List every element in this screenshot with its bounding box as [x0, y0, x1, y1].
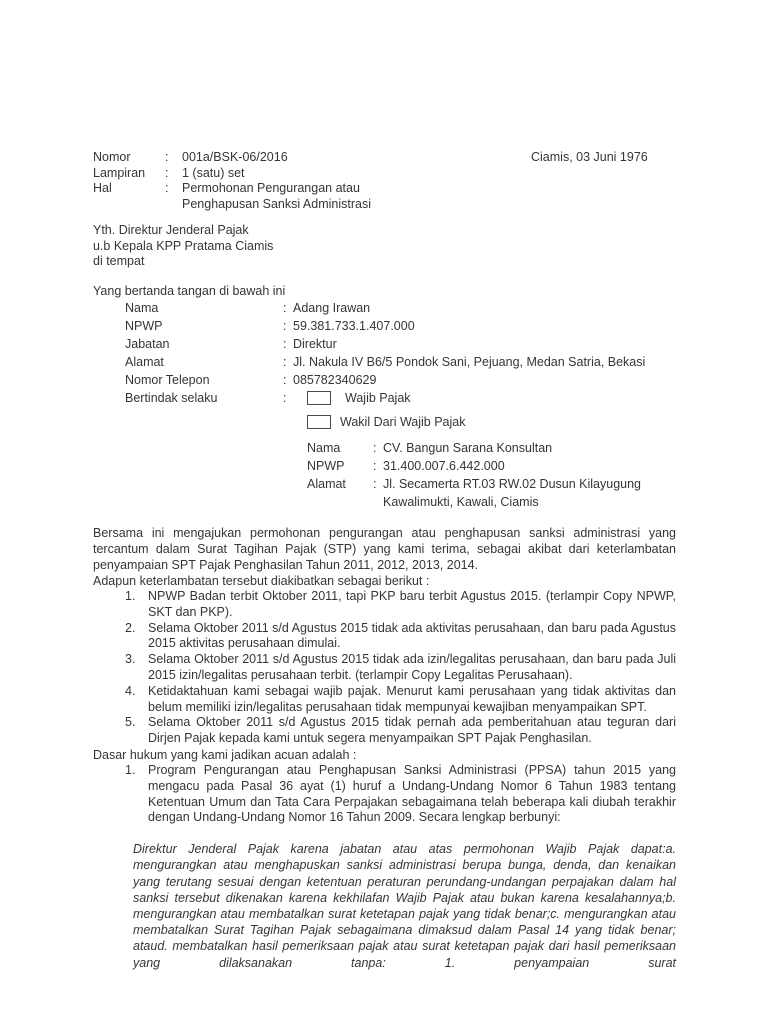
field-colon: : — [165, 181, 169, 195]
signer-label: Alamat — [125, 355, 164, 369]
signer-label: Jabatan — [125, 337, 170, 351]
signer-colon: : — [283, 391, 287, 405]
represented-row — [307, 439, 676, 457]
legal-list — [93, 763, 676, 826]
list-item-number: 3. — [125, 652, 136, 667]
field-label — [93, 197, 165, 213]
signer-label: Nomor Telepon — [125, 373, 210, 387]
represented-label: Nama — [307, 441, 341, 455]
checkbox-label: Wakil Dari Wajib Pajak — [340, 415, 466, 429]
reasons-intro: Adapun keterlambatan tersebut diakibatkan sebagai berikut : — [93, 574, 430, 588]
addressee-line: Yth. Direktur Jenderal Pajak — [93, 223, 249, 237]
signer-label: NPWP — [125, 319, 163, 333]
city-date: Ciamis, 03 Juni 1976 — [531, 150, 648, 164]
reasons-list — [93, 589, 676, 747]
represented-colon: : — [373, 441, 377, 455]
addressee-block — [93, 223, 676, 270]
field-value: Permohonan Pengurangan atau — [182, 181, 360, 195]
letter-content — [93, 150, 676, 971]
list-item-text: Program Pengurangan atau Penghapusan Sanksi Administrasi (PPSA) tahun 2015 yang mengacu pada Pasal 36 ayat (1) huruf a Undang-Undang Nomor 6 Tahun 1983 tentang Ketentuan Umum dan Tata Cara Perpajakan sebagaimana telah beberapa kali diubah terakhir dengan Undang-Undang Nomor 16 Tahun 2009. Secara lengkap berbunyi: — [148, 762, 676, 825]
list-item-number: 2. — [125, 620, 136, 635]
header-field-row — [93, 181, 676, 197]
opening-line: Yang bertanda tangan di bawah ini — [93, 283, 286, 298]
list-item — [93, 715, 676, 747]
represented-row — [307, 457, 676, 475]
list-item — [93, 652, 676, 684]
represented-row — [307, 475, 676, 511]
law-quote-paragraph: Direktur Jenderal Pajak karena jabatan atau atas permohonan Wajib Pajak dapat:a. mengurangkan atau menghapuskan sanksi administrasi berupa bunga, denda, dan kenaikan yang terutang sesuai dengan ketentuan peraturan perundang-undangan perpajakan dalam hal sanksi tersebut dikenakan karena kekhilafan Wajib Pajak atau bukan karena kesalahannya;b. mengurangkan atau membatalkan surat ketetapan pajak yang tidak benar;c. mengurangkan atau membatalkan Surat Tagihan Pajak sebagaimana dimaksud dalam Pasal 14 yang tidak benar; ataud. membatalkan hasil pemeriksaan pajak atau surat ketetapan pajak dari hasil pemeriksaan yang dilaksanakan tanpa: 1. penyampaian surat — [133, 842, 676, 970]
list-item-text: Selama Oktober 2011 s/d Agustus 2015 tidak ada izin/legalitas perusahaan, dan baru pada Juli 2015 izin/legalitas perusahaan terbit. (terlampir Copy Legalitas Perusahaan). — [148, 652, 676, 682]
list-item-text: Selama Oktober 2011 s/d Agustus 2015 tidak pernah ada pemberitahuan atau teguran dari Dirjen Pajak kepada kami untuk segera menyampaikan SPT Pajak Penghasilan. — [148, 715, 676, 746]
field-label: Lampiran — [93, 165, 146, 180]
signer-row — [125, 371, 676, 389]
acting-as-row — [125, 389, 676, 407]
header-field-row — [93, 166, 676, 182]
signer-label: Bertindak selaku — [125, 391, 218, 405]
field-value: 001a/BSK-06/2016 — [182, 150, 288, 164]
wajib-pajak-checkbox — [307, 391, 331, 405]
list-item-number: 1. — [125, 762, 136, 777]
signer-label: Nama — [125, 301, 159, 315]
signer-colon: : — [283, 355, 287, 369]
signer-value: 085782340629 — [293, 373, 377, 387]
signer-value: Direktur — [293, 337, 337, 351]
represented-value-line2: Kawalimukti, Kawali, Ciamis — [383, 495, 539, 509]
field-colon — [165, 197, 182, 213]
signer-value: Jl. Nakula IV B6/5 Pondok Sani, Pejuang, Medan Satria, Bekasi — [293, 355, 646, 369]
list-item-number: 1. — [125, 589, 136, 603]
represented-label: NPWP — [307, 459, 345, 473]
body-paragraph: Bersama ini mengajukan permohonan pengurangan atau penghapusan sanksi administrasi yang tercantum dalam Surat Tagihan Pajak (STP) yang kami terima, sebagai akibat dari keterlambatan penyampaian SPT Pajak Penghasilan Tahun 2011, 2012, 2013, 2014. — [93, 526, 676, 572]
represented-value-line1: Jl. Secamerta RT.03 RW.02 Dusun Kilayugung — [383, 477, 642, 491]
represented-value: 31.400.007.6.442.000 — [383, 459, 505, 473]
field-label: Nomor — [93, 150, 131, 164]
signer-value: 59.381.733.1.407.000 — [293, 319, 415, 333]
addressee-line: di tempat — [93, 254, 145, 268]
signer-colon: : — [283, 337, 287, 351]
signer-colon: : — [283, 373, 287, 387]
wakil-wajib-pajak-checkbox — [307, 415, 331, 429]
field-colon: : — [165, 150, 169, 164]
legal-intro: Dasar hukum yang kami jadikan acuan adalah : — [93, 747, 357, 762]
list-item — [93, 763, 676, 826]
list-item-text: Ketidaktahuan kami sebagai wajib pajak. Menurut kami perusahaan yang tidak aktivitas dan belum memiliki izin/legalitas perusahaan tidak mempunyai kewajiban menyampaikan SPT. — [148, 683, 676, 714]
signer-identity-block — [125, 299, 676, 407]
field-value: 1 (satu) set — [182, 165, 245, 180]
list-item — [93, 684, 676, 716]
field-label: Hal — [93, 181, 112, 195]
signer-colon: : — [283, 301, 287, 315]
signer-row — [125, 353, 676, 371]
represented-value — [383, 475, 676, 511]
signer-value: Adang Irawan — [293, 301, 371, 315]
field-value: Penghapusan Sanksi Administrasi — [182, 196, 372, 211]
represented-value: CV. Bangun Sarana Konsultan — [383, 441, 553, 455]
list-item — [93, 589, 676, 621]
signer-row — [125, 317, 676, 335]
signer-row — [125, 299, 676, 317]
list-item-text: Selama Oktober 2011 s/d Agustus 2015 tidak ada aktivitas perusahaan, dan baru pada Agustus 2015 aktivitas perusahaan dimulai. — [148, 620, 676, 651]
signer-colon: : — [283, 319, 287, 333]
acting-as-option-2 — [307, 413, 676, 431]
represented-party-block — [307, 439, 676, 511]
represented-label: Alamat — [307, 477, 346, 491]
list-item-text: NPWP Badan terbit Oktober 2011, tapi PKP baru terbit Agustus 2015. (terlampir Copy NPWP, SKT dan PKP). — [148, 589, 676, 619]
field-colon: : — [165, 165, 169, 180]
list-item — [93, 621, 676, 653]
checkbox-label: Wajib Pajak — [345, 391, 411, 405]
list-item-number: 5. — [125, 715, 136, 730]
acting-as-option-1 — [293, 389, 676, 407]
header-field-row — [93, 197, 676, 213]
represented-colon: : — [373, 477, 377, 491]
addressee-line: u.b Kepala KPP Pratama Ciamis — [93, 238, 274, 253]
letter-header — [93, 150, 676, 212]
list-item-number: 4. — [125, 683, 136, 698]
represented-colon: : — [373, 459, 377, 473]
signer-row — [125, 335, 676, 353]
